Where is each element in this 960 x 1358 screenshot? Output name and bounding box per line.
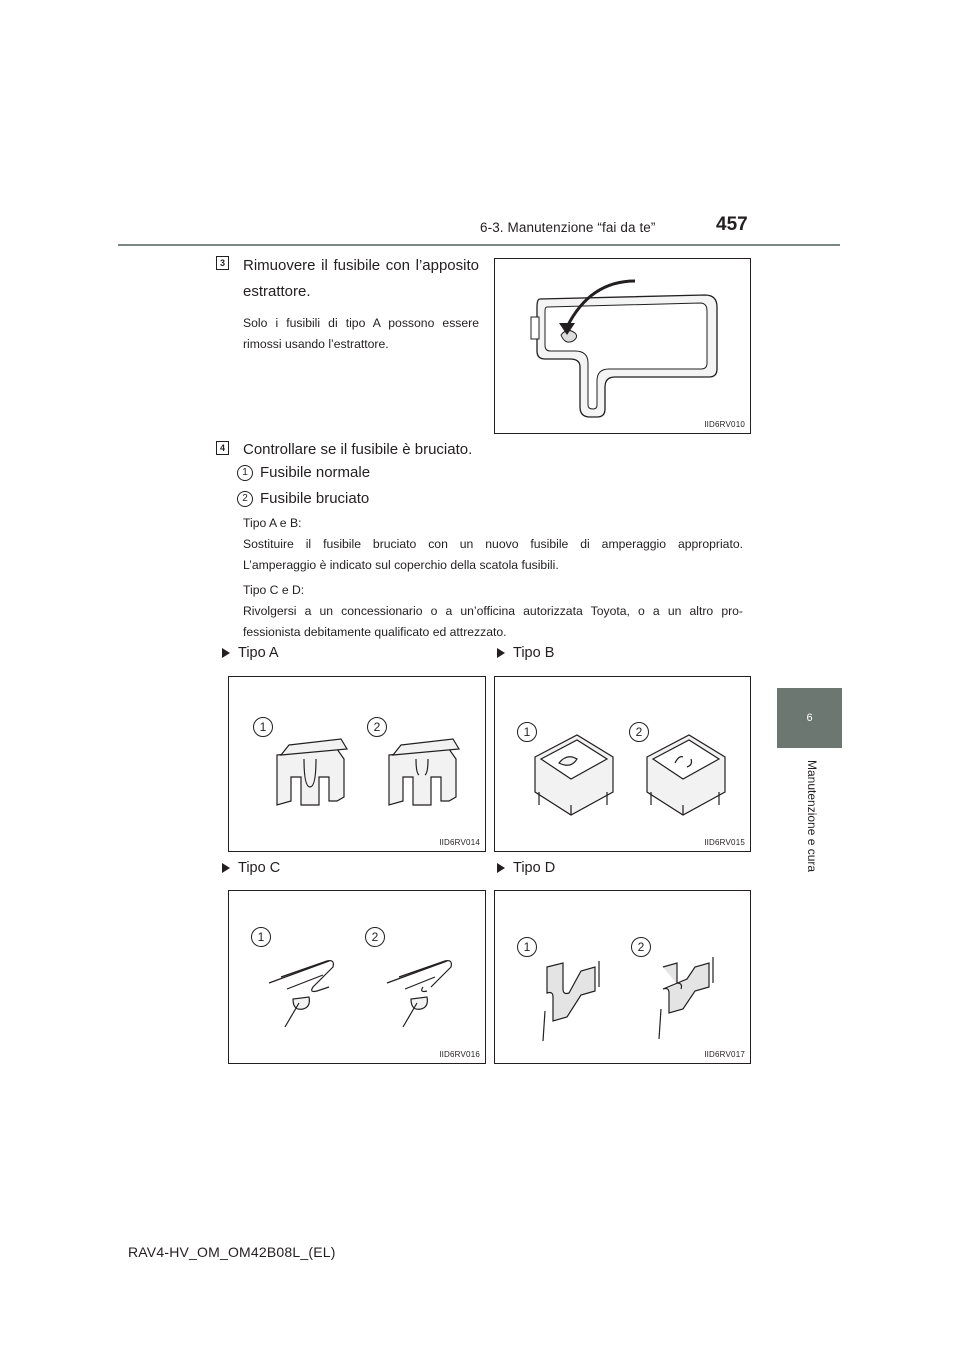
note-cd-line1: Rivolgersi a un concessionario o a un’officina autorizzata Toyota, o a un altro pro- xyxy=(243,604,743,618)
step-3-note-line2: rimossi usando l’estrattore. xyxy=(243,337,389,351)
item-marker-2: 2 xyxy=(237,491,253,507)
triangle-bullet-icon xyxy=(497,648,505,658)
note-ab-line2: L’amperaggio è indicato sul coperchio della scatola fusibili. xyxy=(243,558,559,572)
triangle-bullet-icon xyxy=(222,648,230,658)
item-label-normal-fuse: Fusibile normale xyxy=(260,464,371,481)
item-label-blown-fuse: Fusibile bruciato xyxy=(260,490,370,507)
chapter-number: 6 xyxy=(806,712,813,724)
fig-b-marker-1: 1 xyxy=(517,722,537,742)
type-b-heading xyxy=(497,645,554,661)
type-b-label: Tipo B xyxy=(513,645,555,661)
fuse-box-illustration xyxy=(495,259,750,433)
figure-code: IID6RV017 xyxy=(704,1050,745,1059)
item-marker-1: 1 xyxy=(237,465,253,481)
type-d-heading xyxy=(497,860,555,876)
triangle-bullet-icon xyxy=(222,863,230,873)
note-ab-heading: Tipo A e B: xyxy=(243,516,302,530)
step-3-text-line1: Rimuovere il fusibile con l’apposito xyxy=(243,257,479,274)
note-ab-line1: Sostituire il fusibile bruciato con un nuovo fusibile di amperaggio appropriato. xyxy=(243,537,743,551)
header-section-title: 6-3. Manutenzione “fai da te” xyxy=(480,220,656,235)
step-3-note-line1: Solo i fusibili di tipo A possono essere xyxy=(243,316,479,330)
step-badge-3: 3 xyxy=(216,256,229,270)
figure-code: IID6RV010 xyxy=(704,420,745,429)
step-4-text: Controllare se il fusibile è bruciato. xyxy=(243,441,473,458)
fig-c-marker-2: 2 xyxy=(365,927,385,947)
type-b-figure xyxy=(494,676,751,852)
fig-a-marker-1: 1 xyxy=(253,717,273,737)
fuse-puller-figure xyxy=(494,258,751,434)
type-a-label: Tipo A xyxy=(238,645,279,661)
page-number: 457 xyxy=(716,214,748,235)
chapter-side-label xyxy=(805,760,819,880)
type-d-label: Tipo D xyxy=(513,860,556,876)
strip-fuse-illustration xyxy=(229,891,485,1063)
figure-code: IID6RV015 xyxy=(704,838,745,847)
step-badge-4: 4 xyxy=(216,441,229,455)
note-cd-line2: fessionista debitamente qualificato ed attrezzato. xyxy=(243,625,507,639)
fig-d-marker-2: 2 xyxy=(631,937,651,957)
fig-d-marker-1: 1 xyxy=(517,937,537,957)
type-c-heading xyxy=(222,860,280,876)
type-c-figure xyxy=(228,890,486,1064)
fig-b-marker-2: 2 xyxy=(629,722,649,742)
note-cd-heading: Tipo C e D: xyxy=(243,583,305,597)
fig-a-marker-2: 2 xyxy=(367,717,387,737)
blade-fuse-illustration xyxy=(229,677,485,851)
type-a-figure xyxy=(228,676,486,852)
triangle-bullet-icon xyxy=(497,863,505,873)
figure-code: IID6RV014 xyxy=(439,838,480,847)
document-code: RAV4-HV_OM_OM42B08L_(EL) xyxy=(128,1244,336,1260)
chapter-title: Manutenzione e cura xyxy=(805,760,819,873)
header-divider xyxy=(118,244,840,246)
step-3-text-line2: estrattore. xyxy=(243,283,311,300)
type-a-heading xyxy=(222,645,279,661)
type-d-figure xyxy=(494,890,751,1064)
fig-c-marker-1: 1 xyxy=(251,927,271,947)
link-fuse-illustration xyxy=(495,891,750,1063)
type-c-label: Tipo C xyxy=(238,860,281,876)
chapter-tab[interactable] xyxy=(777,688,842,748)
figure-code: IID6RV016 xyxy=(439,1050,480,1059)
cartridge-fuse-illustration xyxy=(495,677,750,851)
